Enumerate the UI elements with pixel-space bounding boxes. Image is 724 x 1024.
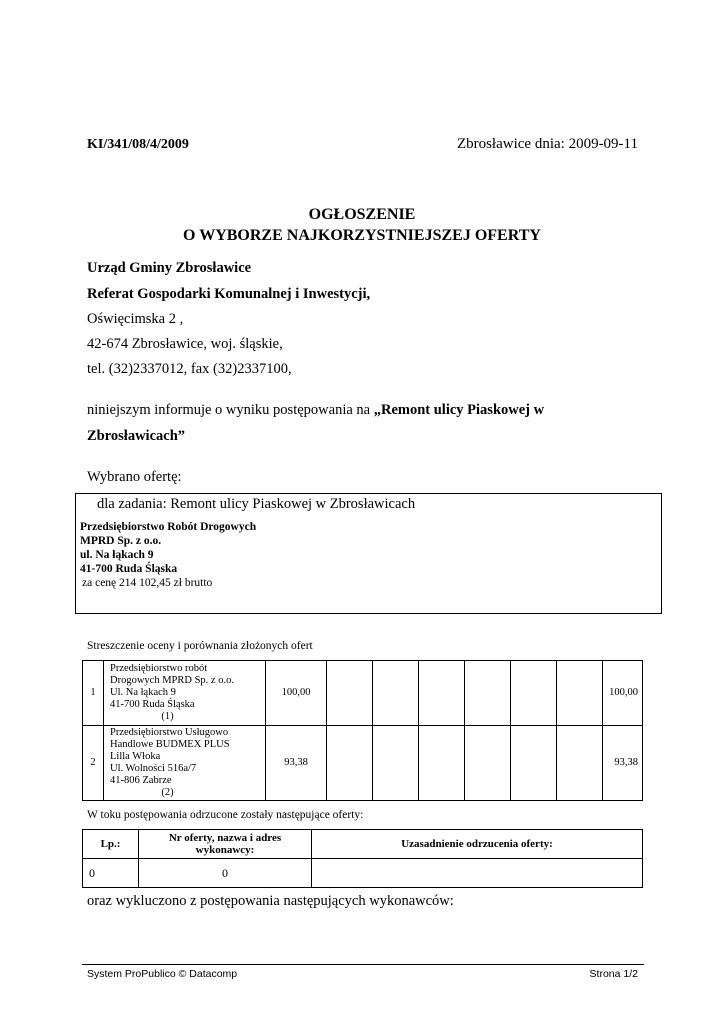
document-subtitle: O WYBORZE NAJKORZYSTNIEJSZEJ OFERTY bbox=[183, 227, 541, 244]
summary-cell bbox=[465, 661, 511, 726]
chosen-company bbox=[80, 520, 256, 590]
intro-subject: „Remont ulicy Piaskowej w bbox=[373, 402, 545, 418]
footer-page-number: Strona 1/2 bbox=[589, 968, 638, 980]
summary-label: Streszczenie oceny i porównania złożonych ofert bbox=[87, 640, 313, 652]
chosen-price: za cenę 214 102,45 zł brutto bbox=[82, 577, 213, 589]
chosen-company-city: 41-700 Ruda Śląska bbox=[80, 563, 178, 575]
chosen-company-street: ul. Na łąkach 9 bbox=[80, 549, 154, 561]
summary-cell bbox=[373, 661, 419, 726]
summary-score: 93,38 bbox=[266, 726, 327, 801]
bidder-name-line: Handlowe BUDMEX PLUS bbox=[110, 739, 230, 750]
table-row bbox=[83, 726, 643, 801]
summary-table bbox=[82, 660, 643, 801]
summary-cell bbox=[373, 726, 419, 801]
summary-bidder bbox=[104, 726, 266, 801]
bidder-street: Ul. Wolności 516a/7 bbox=[110, 763, 197, 774]
chosen-company-name-2: MPRD Sp. z o.o. bbox=[80, 535, 162, 547]
table-row bbox=[83, 830, 643, 859]
col-lp: Lp.: bbox=[83, 830, 139, 859]
bidder-name-line: Drogowych MPRD Sp. z o.o. bbox=[110, 675, 234, 686]
summary-cell bbox=[327, 661, 373, 726]
offer-number: (2) bbox=[161, 787, 174, 798]
chosen-company-name: Przedsiębiorstwo Robót Drogowych bbox=[80, 521, 257, 533]
summary-cell bbox=[327, 726, 373, 801]
document-title: OGŁOSZENIE bbox=[308, 206, 416, 223]
rejected-reason bbox=[312, 859, 643, 888]
col-name: Nr oferty, nazwa i adres wykonawcy: bbox=[139, 830, 312, 859]
document-reference: KI/341/08/4/2009 bbox=[87, 137, 189, 152]
issuer-city: 42-674 Zbrosławice, woj. śląskie, bbox=[87, 336, 283, 352]
summary-lp: 2 bbox=[83, 726, 104, 801]
issuer-department: Referat Gospodarki Komunalnej i Inwestycji, bbox=[87, 286, 371, 302]
summary-cell bbox=[557, 661, 603, 726]
document-date: Zbrosławice dnia: 2009-09-11 bbox=[456, 136, 638, 152]
chosen-offer-box bbox=[75, 493, 662, 614]
table-row bbox=[83, 859, 643, 888]
bidder-name-line: Lilla Włoka bbox=[110, 751, 161, 762]
summary-score: 100,00 bbox=[266, 661, 327, 726]
bidder-name-line: Przedsiębiorstwo Usługowo bbox=[110, 727, 229, 738]
summary-cell bbox=[419, 661, 465, 726]
footer-system: System ProPublico © Datacomp bbox=[87, 968, 238, 980]
summary-cell bbox=[557, 726, 603, 801]
summary-lp: 1 bbox=[83, 661, 104, 726]
summary-total: 100,00 bbox=[603, 661, 643, 726]
rejected-name: 0 bbox=[139, 859, 312, 888]
bidder-city: 41-700 Ruda Śląska bbox=[110, 699, 195, 710]
summary-cell bbox=[511, 726, 557, 801]
intro-text: niniejszym informuje o wyniku postępowania na bbox=[87, 402, 374, 418]
summary-cell bbox=[511, 661, 557, 726]
table-row bbox=[83, 661, 643, 726]
summary-bidder bbox=[104, 661, 266, 726]
rejected-lp: 0 bbox=[83, 859, 139, 888]
summary-cell bbox=[465, 726, 511, 801]
issuer-phone: tel. (32)2337012, fax (32)2337100, bbox=[87, 361, 292, 377]
col-reason: Uzasadnienie odrzucenia oferty: bbox=[312, 830, 643, 859]
rejected-table bbox=[82, 829, 643, 888]
excluded-label: oraz wykluczono z postępowania następujących wykonawców: bbox=[87, 893, 454, 909]
chosen-task: dla zadania: Remont ulicy Piaskowej w Zbrosławicach bbox=[97, 496, 416, 512]
issuer-street: Oświęcimska 2 , bbox=[87, 311, 184, 327]
summary-cell bbox=[419, 726, 465, 801]
intro-paragraph bbox=[87, 402, 544, 419]
footer-divider bbox=[82, 964, 644, 965]
intro-subject-continued: Zbrosławicach” bbox=[87, 428, 186, 444]
offer-number: (1) bbox=[161, 711, 174, 722]
chosen-label: Wybrano ofertę: bbox=[87, 469, 182, 485]
bidder-street: Ul. Na łąkach 9 bbox=[110, 687, 176, 698]
issuer-name: Urząd Gminy Zbrosławice bbox=[87, 260, 252, 276]
summary-total: 93,38 bbox=[603, 726, 643, 801]
bidder-name-line: Przedsiębiorstwo robót bbox=[110, 663, 208, 674]
rejected-label: W toku postępowania odrzucone zostały następujące oferty: bbox=[87, 809, 364, 821]
bidder-city: 41-806 Zabrze bbox=[110, 775, 172, 786]
